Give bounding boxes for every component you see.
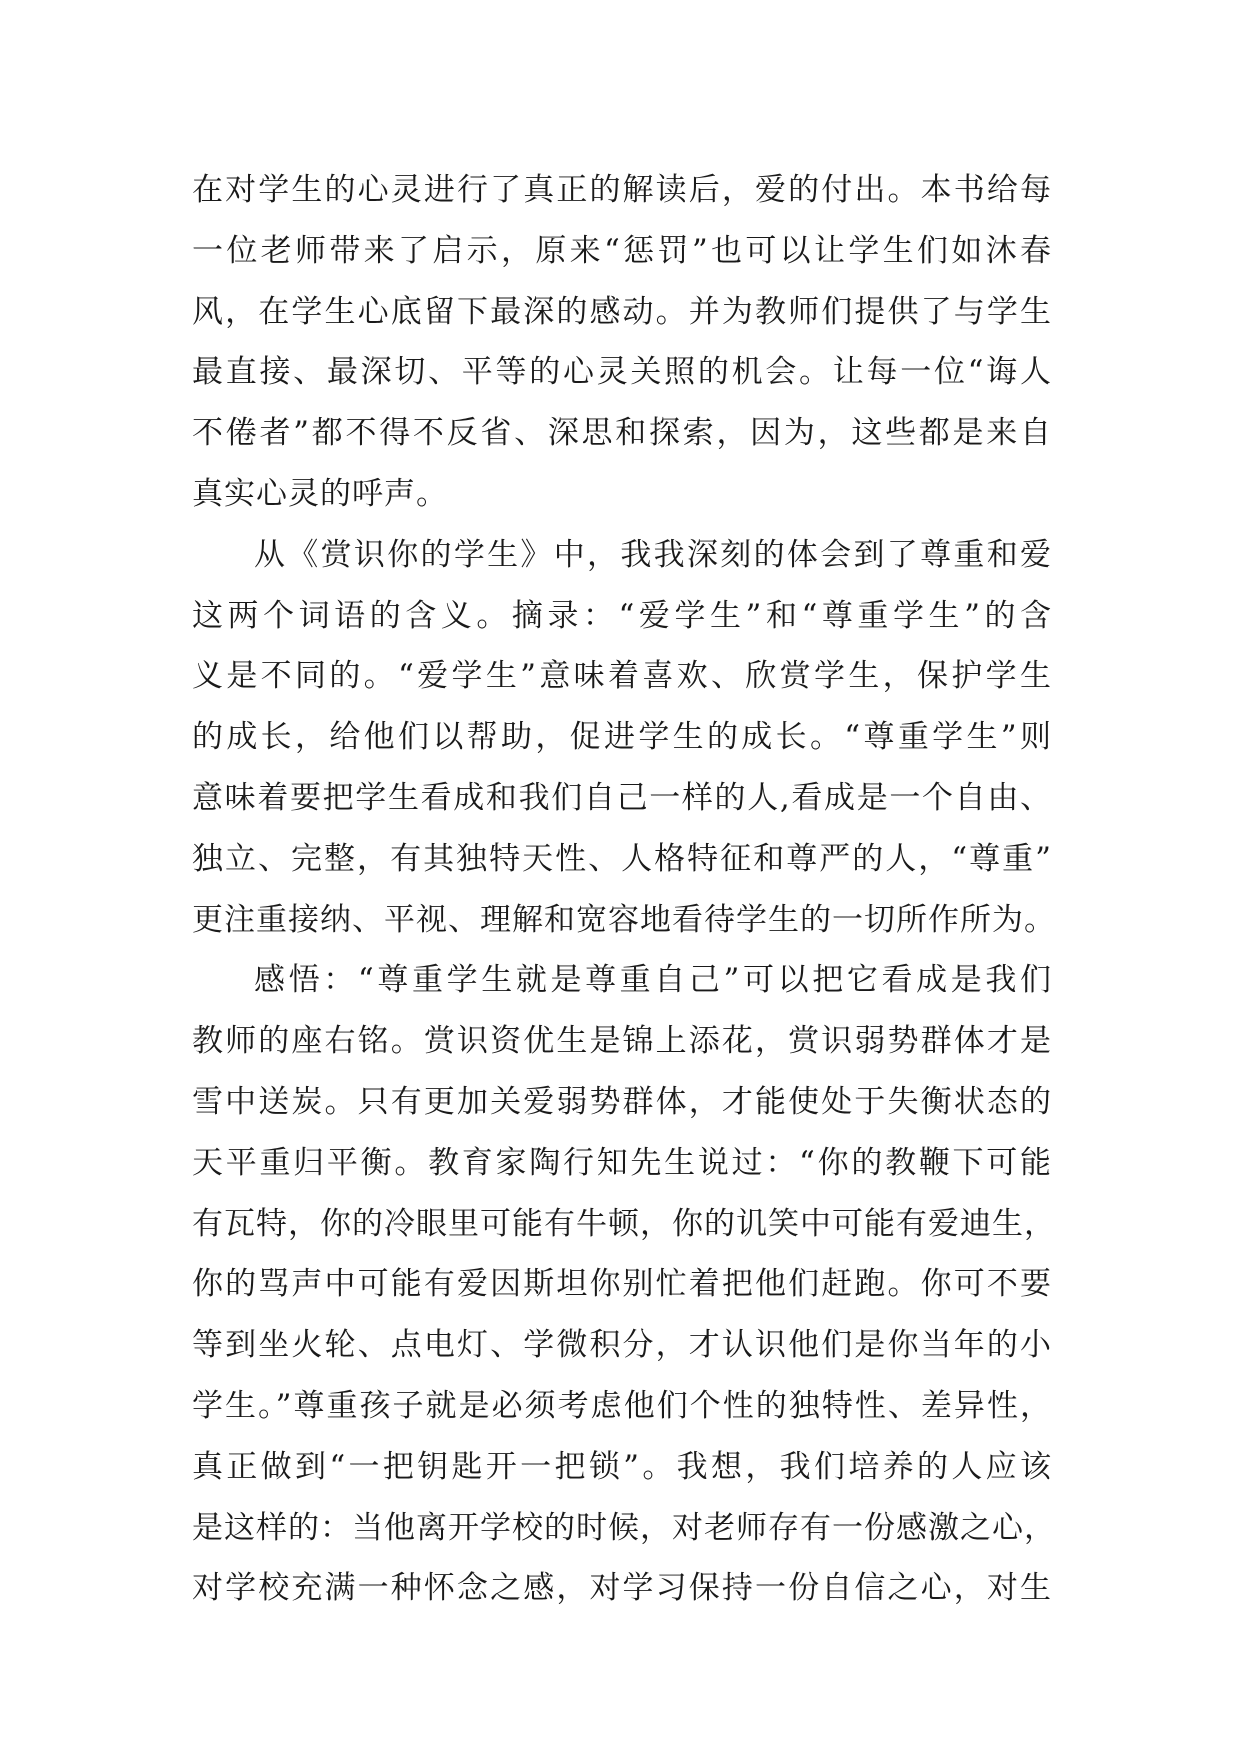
text-line: 从《赏识你的学生》中，我我深刻的体会到了尊重和爱 bbox=[254, 536, 1052, 573]
paragraph-intro bbox=[192, 160, 1052, 525]
text-line: 最直接、最深切、平等的心灵关照的机会。让每一位“诲人 bbox=[192, 354, 1052, 391]
text-line: 义是不同的。“爱学生”意味着喜欢、欣赏学生，保护学生 bbox=[192, 658, 1052, 695]
text-line: 雪中送炭。只有更加关爱弱势群体，才能使处于失衡状态的 bbox=[192, 1083, 1052, 1120]
text-line: 真正做到“一把钥匙开一把锁”。我想，我们培养的人应该 bbox=[192, 1448, 1052, 1485]
text-line: 风，在学生心底留下最深的感动。并为教师们提供了与学生 bbox=[192, 293, 1052, 330]
paragraph-reflection bbox=[192, 950, 1056, 1619]
text-line: 在对学生的心灵进行了真正的解读后，爱的付出。本书给每 bbox=[192, 172, 1052, 208]
text-line: 不倦者”都不得不反省、深思和探索，因为，这些都是来自 bbox=[192, 415, 1052, 452]
text-line: 是这样的：当他离开学校的时候，对老师存有一份感激之心， bbox=[192, 1509, 1056, 1546]
text-line: 学生。”尊重孩子就是必须考虑他们个性的独特性、差异性， bbox=[192, 1387, 1052, 1424]
text-line: 的成长，给他们以帮助，促进学生的成长。“尊重学生”则 bbox=[192, 719, 1052, 756]
text-line: 独立、完整，有其独特天性、人格特征和尊严的人，“尊重” bbox=[192, 840, 1052, 877]
text-line: 有瓦特，你的冷眼里可能有牛顿，你的讥笑中可能有爱迪生， bbox=[192, 1205, 1056, 1242]
text-line: 教师的座右铭。赏识资优生是锦上添花，赏识弱势群体才是 bbox=[192, 1023, 1052, 1060]
text-line: 你的骂声中可能有爱因斯坦你别忙着把他们赶跑。你可不要 bbox=[192, 1266, 1052, 1303]
text-line: 等到坐火轮、点电灯、学微积分，才认识他们是你当年的小 bbox=[192, 1327, 1052, 1364]
text-line: 一位老师带来了启示，原来“惩罚”也可以让学生们如沐春 bbox=[192, 232, 1052, 269]
text-line: 更注重接纳、平视、理解和宽容地看待学生的一切所作所为。 bbox=[192, 901, 1056, 938]
text-line: 感悟：“尊重学生就是尊重自己”可以把它看成是我们 bbox=[254, 962, 1052, 999]
document-body bbox=[192, 160, 1056, 1619]
text-line: 真实心灵的呼声。 bbox=[192, 475, 448, 512]
text-line: 这两个词语的含义。摘录：“爱学生”和“尊重学生”的含 bbox=[192, 597, 1052, 634]
paragraph-appreciation bbox=[192, 525, 1056, 951]
text-line: 天平重归平衡。教育家陶行知先生说过：“你的教鞭下可能 bbox=[192, 1144, 1052, 1181]
text-line: 意味着要把学生看成和我们自己一样的人,看成是一个自由、 bbox=[192, 779, 1052, 816]
text-line: 对学校充满一种怀念之感，对学习保持一份自信之心，对生 bbox=[192, 1570, 1052, 1607]
